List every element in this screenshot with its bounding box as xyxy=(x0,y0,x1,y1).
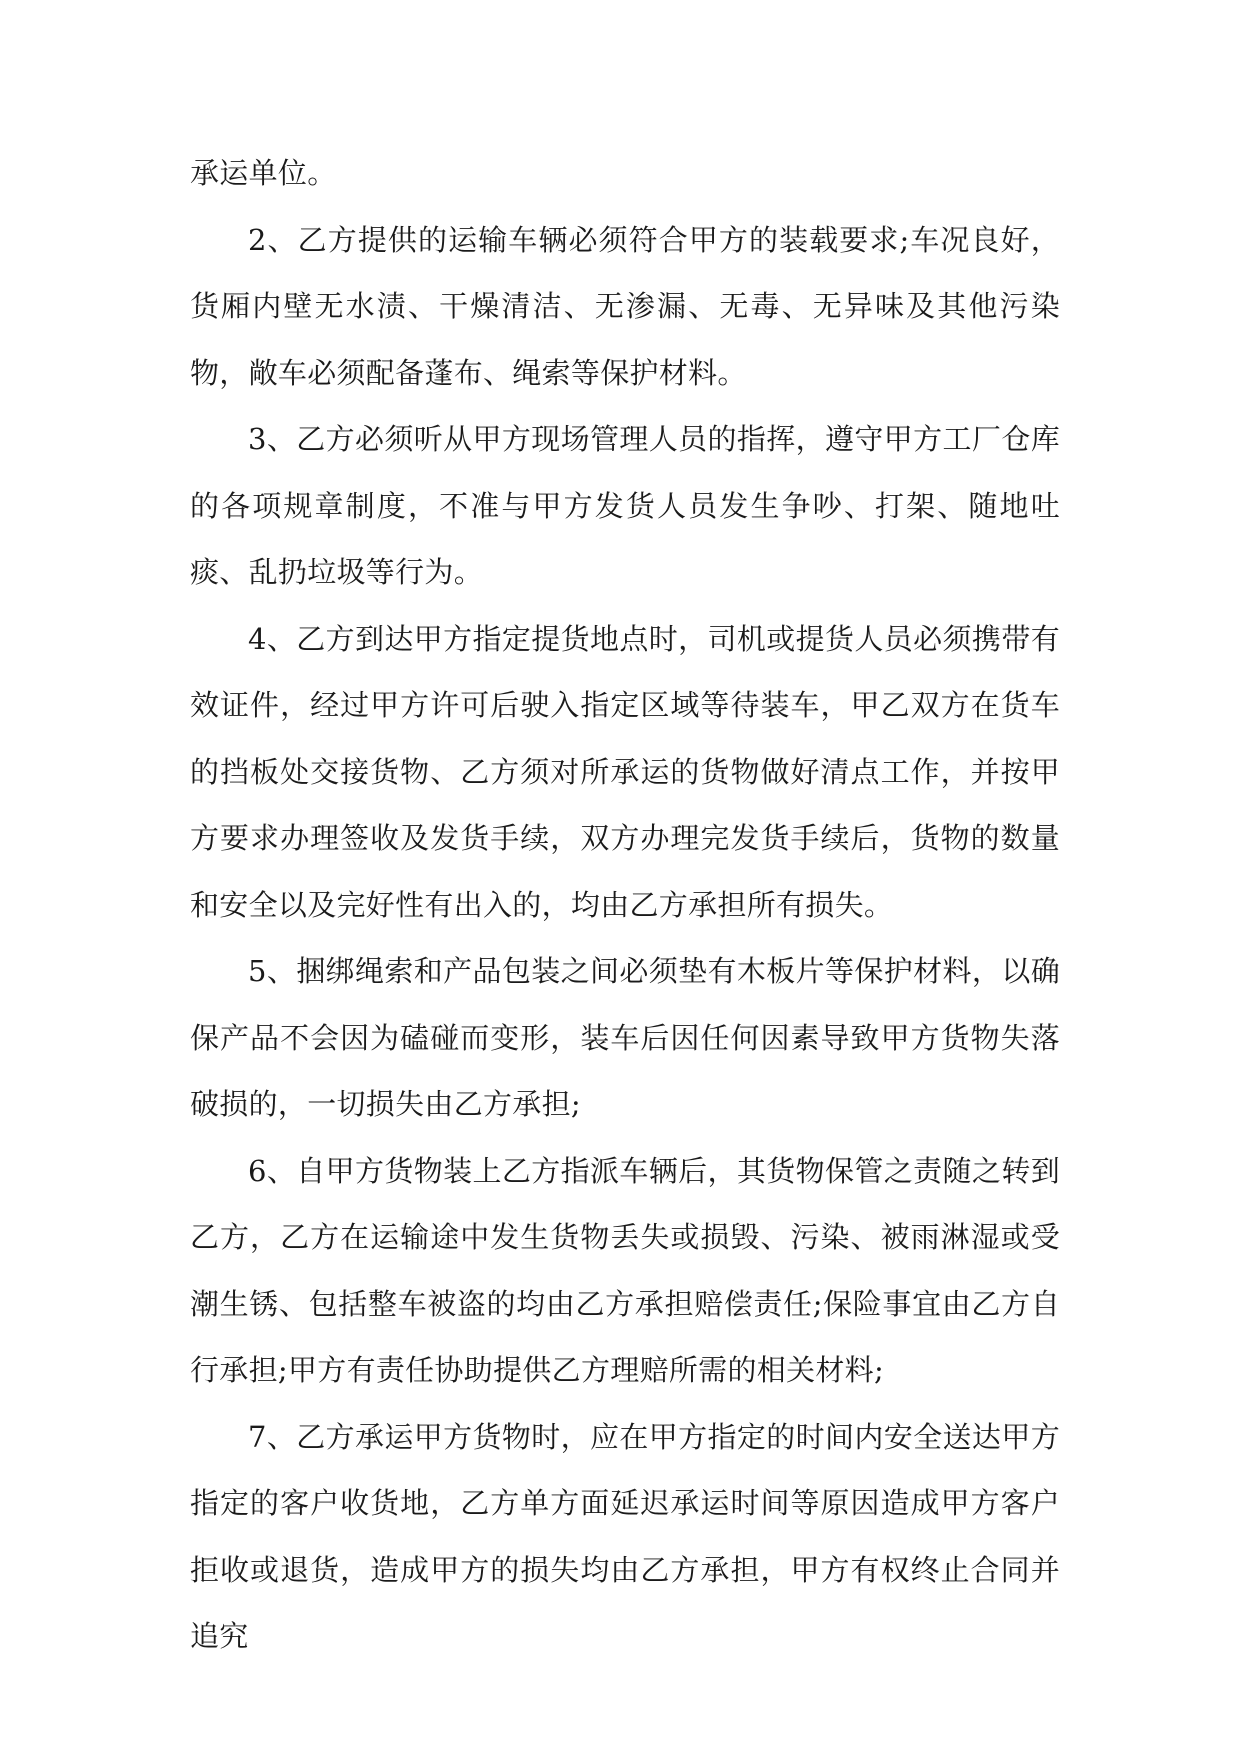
clause-3: 3、乙方必须听从甲方现场管理人员的指挥，遵守甲方工厂仓库的各项规章制度，不准与甲方发货人员发生争吵、打架、随地吐痰、乱扔垃圾等行为。 xyxy=(190,422,1060,589)
clause-5: 5、捆绑绳索和产品包装之间必须垫有木板片等保护材料，以确保产品不会因为磕碰而变形，装车后因任何因素导致甲方货物失落破损的，一切损失由乙方承担; xyxy=(190,954,1060,1121)
clause-7: 7、乙方承运甲方货物时，应在甲方指定的时间内安全送达甲方指定的客户收货地，乙方单方面延迟承运时间等原因造成甲方客户拒收或退货，造成甲方的损失均由乙方承担，甲方有权终止合同并追究 xyxy=(190,1419,1060,1653)
paragraph-continuation: 承运单位。 xyxy=(190,156,337,190)
document-page xyxy=(190,140,1060,1670)
clause-4: 4、乙方到达甲方指定提货地点时，司机或提货人员必须携带有效证件，经过甲方许可后驶入指定区域等待装车，甲乙双方在货车的挡板处交接货物、乙方须对所承运的货物做好清点工作，并按甲方要求办理签收及发货手续，双方办理完发货手续后，货物的数量和安全以及完好性有出入的，均由乙方承担所有损失。 xyxy=(190,621,1060,922)
clause-2: 2、乙方提供的运输车辆必须符合甲方的装载要求;车况良好，货厢内壁无水渍、干燥清洁、无渗漏、无毒、无异味及其他污染物，敞车必须配备蓬布、绳索等保护材料。 xyxy=(190,222,1060,390)
clause-6: 6、自甲方货物装上乙方指派车辆后，其货物保管之责随之转到乙方，乙方在运输途中发生货物丢失或损毁、污染、被雨淋湿或受潮生锈、包括整车被盗的均由乙方承担赔偿责任;保险事宜由乙方自行承担;甲方有责任协助提供乙方理赔所需的相关材料; xyxy=(190,1153,1060,1387)
